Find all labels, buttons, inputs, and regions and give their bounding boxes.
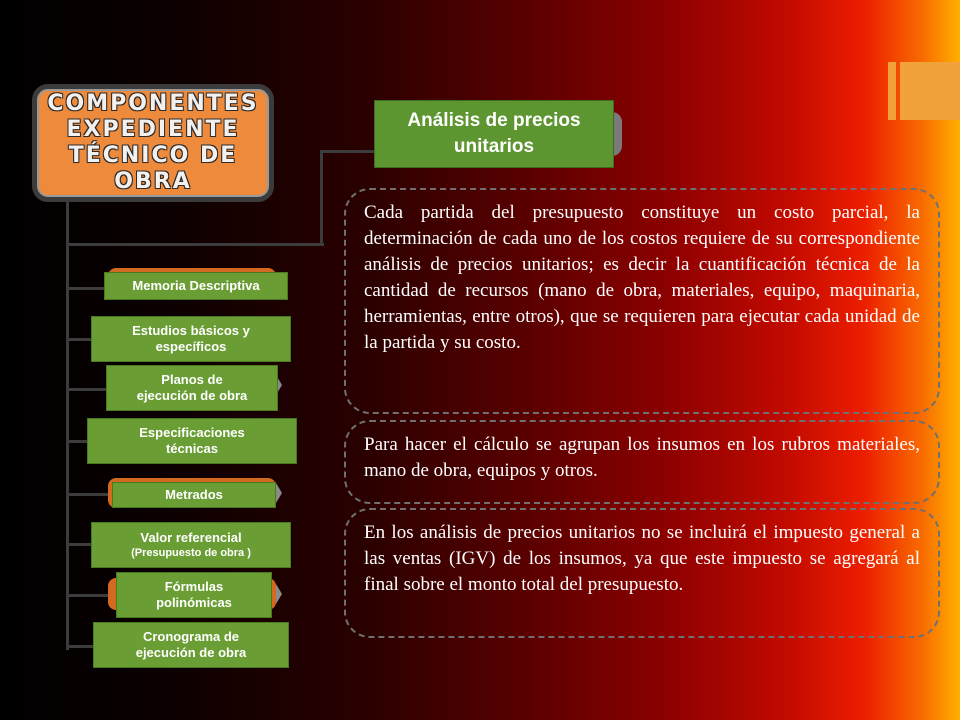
item-valor-referencial-label: Valor referencial	[140, 530, 242, 545]
corner-bar-right	[900, 62, 960, 120]
item-memoria-descriptiva: Memoria Descriptiva	[104, 272, 288, 300]
item-estudios-basicos: Estudios básicos y específicos	[91, 316, 291, 362]
item-cronograma-ejecucion: Cronograma de ejecución de obra	[93, 622, 289, 668]
paragraph-grouping: Para hacer el cálculo se agrupan los insumos en los rubros materiales, mano de obra, equipos y otros.	[344, 420, 940, 504]
item-valor-referencial	[91, 522, 291, 568]
branch-line	[66, 338, 94, 341]
corner-bar-left	[888, 62, 896, 120]
title-node: Análisis de precios unitarios	[374, 100, 614, 168]
paragraph-igv: En los análisis de precios unitarios no se incluirá el impuesto general a las ventas (IGV) de los insumos, ya que este impuesto se agregará al final sobre el monto total del presupuesto.	[344, 508, 940, 638]
branch-line	[66, 388, 106, 391]
branch-line	[66, 493, 110, 496]
branch-line	[66, 543, 94, 546]
trunk-line	[66, 202, 69, 650]
branch-line-top	[66, 243, 324, 246]
title-connector-vertical	[320, 150, 323, 246]
item-valor-referencial-sublabel: (Presupuesto de obra )	[131, 547, 251, 559]
item-especificaciones-tecnicas: Especificaciones técnicas	[87, 418, 297, 464]
branch-line	[66, 645, 94, 648]
title-connector-horizontal	[320, 150, 376, 153]
branch-line	[66, 594, 110, 597]
root-node: COMPONENTES EXPEDIENTE TÉCNICO DE OBRA	[32, 84, 274, 202]
item-metrados: Metrados	[112, 482, 276, 508]
item-planos-ejecucion: Planos de ejecución de obra	[106, 365, 278, 411]
item-formulas-polinomicas: Fórmulas polinómicas	[116, 572, 272, 618]
branch-line	[66, 287, 106, 290]
paragraph-definition: Cada partida del presupuesto constituye un costo parcial, la determinación de cada uno de los costos requiere de su correspondiente análisis de precios unitarios; es decir la cuantificación técnica de la cantidad de recursos (mano de obra, materiales, equipo, maquinaria, herramientas, entre otros), que se requieren para ejecutar cada unidad de la partida y su costo.	[344, 188, 940, 414]
